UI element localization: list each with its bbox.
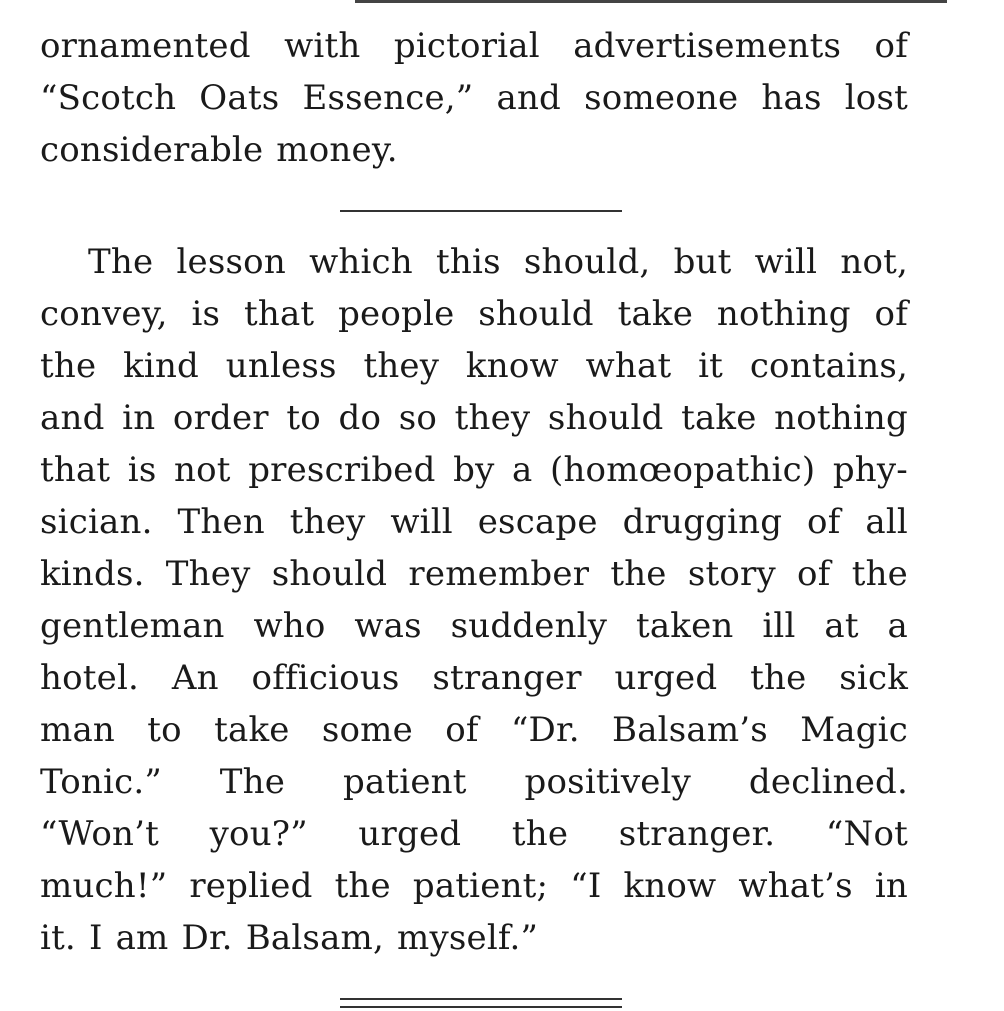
paragraph-1 [40,20,908,176]
section-divider [340,210,622,212]
top-rule [355,0,947,3]
section-divider [340,998,622,1000]
text-line: it. I am Dr. Balsam, myself.” [40,918,539,958]
text-line: sician. Then they will escape drugging of all [40,502,908,542]
text-line: considerable money. [40,130,398,170]
text-line: “Scotch Oats Essence,” and someone has lost [40,78,908,118]
text-line: man to take some of “Dr. Balsam’s Magic [40,710,908,750]
text-line: hotel. An officious stranger urged the sick [40,658,908,698]
text-line: Tonic.” The patient positively declined. [40,762,908,802]
text-line: that is not prescribed by a (homœopathic) phy- [40,450,908,490]
text-line: The lesson which this should, but will not, [88,242,908,282]
text-line: convey, is that people should take nothing of [40,294,908,334]
text-line: and in order to do so they should take nothing [40,398,908,438]
text-line: ornamented with pictorial advertisements of [40,26,908,66]
text-line: gentleman who was suddenly taken ill at a [40,606,908,646]
text-line: the kind unless they know what it contains, [40,346,908,386]
document-page [40,0,910,1011]
text-line: “Won’t you?” urged the stranger. “Not [40,814,908,854]
section-divider [340,1006,622,1008]
text-line: much!” replied the patient; “I know what’s in [40,866,908,906]
paragraph-2 [40,236,908,964]
text-line: kinds. They should remember the story of the [40,554,908,594]
